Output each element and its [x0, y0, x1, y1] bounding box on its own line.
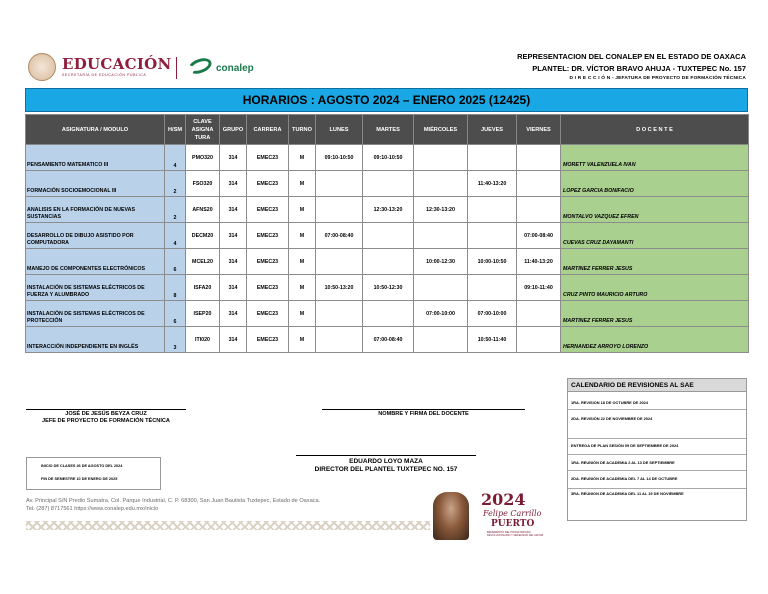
cell-grupo: 314 [220, 223, 247, 249]
cell-asignatura: INSTALACIÓN DE SISTEMAS ELÉCTRICOS DE FUERZA Y ALUMBRADO [26, 275, 165, 301]
cell-hsm: 2 [165, 171, 186, 197]
cell-docente: MARTINEZ FERRER JESUS [561, 249, 749, 275]
col-clave-line3: TURA [194, 134, 211, 141]
cell-grupo: 314 [220, 249, 247, 275]
cell-lunes [316, 197, 363, 223]
cell-carrera: EMEC23 [247, 145, 289, 171]
cell-jueves: 11:40-13:20 [468, 171, 517, 197]
calendar-item: 2DA. REUNIÓN DE ACADEMIA DEL 7 AL 14 DE OCTUBRE [568, 471, 746, 489]
cell-turno: M [289, 171, 316, 197]
cell-docente: HERNANDEZ ARROYO LORENZO [561, 327, 749, 353]
cell-carrera: EMEC23 [247, 223, 289, 249]
cell-martes [363, 301, 414, 327]
cell-hsm: 6 [165, 301, 186, 327]
address-line-2: Tel. (287) 8717561 https://www.conalep.edu.mx/inicio [26, 506, 159, 512]
jefe-role: JEFE DE PROYECTO DE FORMACIÓN TÉCNICA [42, 418, 170, 424]
cell-hsm: 4 [165, 223, 186, 249]
address-block [26, 497, 320, 513]
cell-asignatura: INTERACCIÓN INDEPENDIENTE EN INGLÉS [26, 327, 165, 353]
cell-hsm: 8 [165, 275, 186, 301]
col-asignatura: ASIGNATURA / MODULO [26, 115, 165, 145]
cell-jueves: 10:50-11:40 [468, 327, 517, 353]
cell-jueves: 07:00-10:00 [468, 301, 517, 327]
header-line-2: PLANTEL: DR. VÍCTOR BRAVO AHUJA - TUXTEPEC No. 157 [532, 64, 746, 73]
calendar-item: 2DA. REVISIÓN 22 DE NOVIEMBRE DE 2024 [568, 410, 746, 439]
col-grupo: GRUPO [220, 115, 247, 145]
address-line-1: Av. Principal S/N Predio Sumatra, Col. Parque Industrial, C. P. 68300, San Juan Bautista Tuxtepec, Estado de Oaxaca. [26, 498, 321, 504]
cell-carrera: EMEC23 [247, 327, 289, 353]
schedule-table [25, 114, 749, 353]
header-line-1: REPRESENTACION DEL CONALEP EN EL ESTADO DE OAXACA [517, 52, 746, 61]
fin-semestre: FIN DE SEMESTRE 10 DE ENERO DE 2025 [41, 477, 118, 481]
cell-jueves [468, 223, 517, 249]
seal-icon [28, 53, 56, 81]
table-row [26, 223, 749, 249]
cell-miercoles: 07:00-10:00 [414, 301, 468, 327]
cell-hsm: 6 [165, 249, 186, 275]
cell-viernes [517, 171, 561, 197]
cell-viernes: 09:10-11:40 [517, 275, 561, 301]
cell-carrera: EMEC23 [247, 275, 289, 301]
cell-clave: AFNS20 [186, 197, 220, 223]
cell-carrera: EMEC23 [247, 249, 289, 275]
cell-martes: 10:50-12:30 [363, 275, 414, 301]
cell-viernes [517, 301, 561, 327]
schedule-title-bar [25, 88, 748, 112]
cell-miercoles [414, 171, 468, 197]
cell-docente: CUEVAS CRUZ DAYAMANTI [561, 223, 749, 249]
docente-signature-line [322, 409, 525, 410]
cell-asignatura: DESARROLLO DE DIBUJO ASISTIDO POR COMPUTADORA [26, 223, 165, 249]
cell-viernes: 07:00-08:40 [517, 223, 561, 249]
cell-docente: MARTINEZ FERRER JESUS [561, 301, 749, 327]
calendar-item: 3RA. REUNION DE ACADEMIA DEL 11 AL 19 DE NOVIEMBRE [571, 491, 684, 496]
cell-docente: MONTALVO VAZQUEZ EFREN [561, 197, 749, 223]
cell-asignatura: FORMACIÓN SOCIOEMOCIONAL III [26, 171, 165, 197]
cell-hsm: 2 [165, 197, 186, 223]
cell-hsm: 4 [165, 145, 186, 171]
cell-docente: MORETT VALENZUELA IVAN [561, 145, 749, 171]
col-turno: TURNO [289, 115, 316, 145]
col-lunes: LUNES [316, 115, 363, 145]
cell-grupo: 314 [220, 171, 247, 197]
cell-martes: 09:10-10:50 [363, 145, 414, 171]
cell-clave: FSO320 [186, 171, 220, 197]
cell-asignatura: PENSAMIENTO MATEMATICO III [26, 145, 165, 171]
calendar-item: 1RA. REVISION 18 DE OCTUBRE DE 2024 [568, 392, 746, 410]
director-signature-line [296, 455, 476, 456]
jefe-signature-line [26, 409, 186, 410]
cell-docente: CRUZ PINTO MAURICIO ARTURO [561, 275, 749, 301]
calendar-item: 1RA. REUNIÓN DE ACADEMIA 2 AL 13 DE SEPTIEMBRE [568, 455, 746, 471]
educacion-logo [28, 53, 183, 83]
cell-viernes [517, 197, 561, 223]
cell-turno: M [289, 275, 316, 301]
table-row [26, 275, 749, 301]
logo-divider [176, 57, 177, 79]
table-row [26, 145, 749, 171]
director-name: EDUARDO LOYO MAZA [349, 458, 423, 465]
sae-calendar [567, 378, 747, 521]
cell-turno: M [289, 145, 316, 171]
schedule-body [26, 145, 749, 353]
table-row [26, 171, 749, 197]
cell-miercoles [414, 223, 468, 249]
badge-year: 2024 [481, 490, 526, 509]
cell-grupo: 314 [220, 197, 247, 223]
cell-turno: M [289, 327, 316, 353]
cell-jueves: 10:00-10:50 [468, 249, 517, 275]
calendar-item: ENTREGA DE PLAN SESIÓN 09 DE SEPTIEMBRE DE 2024 [568, 439, 746, 455]
cell-miercoles: 12:30-13:20 [414, 197, 468, 223]
col-clave-line2: ASIGNA [191, 126, 214, 133]
col-viernes: VIERNES [517, 115, 561, 145]
cell-clave: DECM20 [186, 223, 220, 249]
cell-jueves [468, 275, 517, 301]
col-clave [186, 115, 220, 145]
cell-viernes [517, 145, 561, 171]
col-hsm: H/SM [165, 115, 186, 145]
cell-turno: M [289, 301, 316, 327]
cell-turno: M [289, 249, 316, 275]
jefe-name: JOSÉ DE JESÚS BEYZA CRUZ [65, 411, 147, 417]
cell-asignatura: INSTALACIÓN DE SISTEMAS ELÉCTRICOS DE PROTECCIÓN [26, 301, 165, 327]
table-row [26, 249, 749, 275]
cell-lunes [316, 249, 363, 275]
cell-clave: MCEL20 [186, 249, 220, 275]
educacion-logo-subtext: SECRETARÍA DE EDUCACIÓN PÚBLICA [62, 73, 147, 77]
cell-miercoles: 10:00-12:30 [414, 249, 468, 275]
conalep-logo-text: conalep [216, 63, 254, 74]
table-row [26, 327, 749, 353]
cell-clave: ISEP20 [186, 301, 220, 327]
table-row [26, 301, 749, 327]
docente-signature-label: NOMBRE Y FIRMA DEL DOCENTE [378, 411, 469, 417]
table-header-row [26, 115, 749, 145]
badge-subtitle: BENEMÉRITO DEL PROLETARIADO, REVOLUCIONARIO Y DEFENSOR DEL MAYAB [487, 531, 544, 537]
cell-lunes: 10:50-13:20 [316, 275, 363, 301]
portrait-image [433, 492, 469, 540]
conalep-mark-icon [186, 55, 213, 76]
cell-asignatura: ANALISIS EN LA FORMACIÓN DE NUEVAS SUSTANCIAS [26, 197, 165, 223]
cell-carrera: EMEC23 [247, 197, 289, 223]
table-row [26, 197, 749, 223]
col-miercoles: MIÉRCOLES [414, 115, 468, 145]
educacion-logo-text: EDUCACIÓN [62, 55, 172, 73]
cell-martes: 12:30-13:20 [363, 197, 414, 223]
badge-name-1: Felipe Carrillo [483, 509, 542, 518]
cell-clave: ISFA20 [186, 275, 220, 301]
cell-asignatura: MANEJO DE COMPONENTES ELECTRÓNICOS [26, 249, 165, 275]
conalep-logo [188, 57, 268, 79]
semester-dates-box [26, 457, 161, 490]
cell-miercoles [414, 327, 468, 353]
cell-viernes: 11:40-13:20 [517, 249, 561, 275]
cell-lunes: 09:10-10:50 [316, 145, 363, 171]
cell-miercoles [414, 275, 468, 301]
cell-carrera: EMEC23 [247, 171, 289, 197]
cell-martes [363, 249, 414, 275]
cell-lunes [316, 301, 363, 327]
col-jueves: JUEVES [468, 115, 517, 145]
cell-lunes [316, 327, 363, 353]
cell-miercoles [414, 145, 468, 171]
cell-turno: M [289, 223, 316, 249]
col-clave-line1: CLAVE [193, 118, 212, 125]
cell-grupo: 314 [220, 327, 247, 353]
cell-martes [363, 171, 414, 197]
cell-viernes [517, 327, 561, 353]
cell-jueves [468, 197, 517, 223]
header-line-3: D I R E C C I Ó N - JEFATURA DE PROYECTO DE FORMACIÓN TÉCNICA [569, 76, 746, 81]
cell-clave: ITI020 [186, 327, 220, 353]
cell-carrera: EMEC23 [247, 301, 289, 327]
cell-docente: LOPEZ GARCIA BONIFACIO [561, 171, 749, 197]
cell-martes [363, 223, 414, 249]
cell-jueves [468, 145, 517, 171]
schedule-title: HORARIOS : AGOSTO 2024 – ENERO 2025 (12425) [242, 93, 531, 107]
cell-martes: 07:00-08:40 [363, 327, 414, 353]
col-martes: MARTES [363, 115, 414, 145]
cell-grupo: 314 [220, 275, 247, 301]
header-info [517, 52, 746, 81]
cell-lunes: 07:00-08:40 [316, 223, 363, 249]
cell-hsm: 3 [165, 327, 186, 353]
director-role: DIRECTOR DEL PLANTEL TUXTEPEC NO. 157 [314, 466, 458, 473]
felipe-carrillo-badge [433, 490, 565, 542]
cell-turno: M [289, 197, 316, 223]
col-docente: D O C E N T E [561, 115, 749, 145]
col-carrera: CARRERA [247, 115, 289, 145]
badge-name-2: PUERTO [491, 519, 535, 529]
decorative-greca [26, 521, 430, 530]
calendar-title: CALENDARIO DE REVISIONES AL SAE [568, 379, 746, 392]
cell-clave: PMO320 [186, 145, 220, 171]
cell-grupo: 314 [220, 301, 247, 327]
inicio-clases: INICIO DE CLASES 26 DE AGOSTO DEL 2024 [41, 464, 123, 468]
cell-grupo: 314 [220, 145, 247, 171]
cell-lunes [316, 171, 363, 197]
